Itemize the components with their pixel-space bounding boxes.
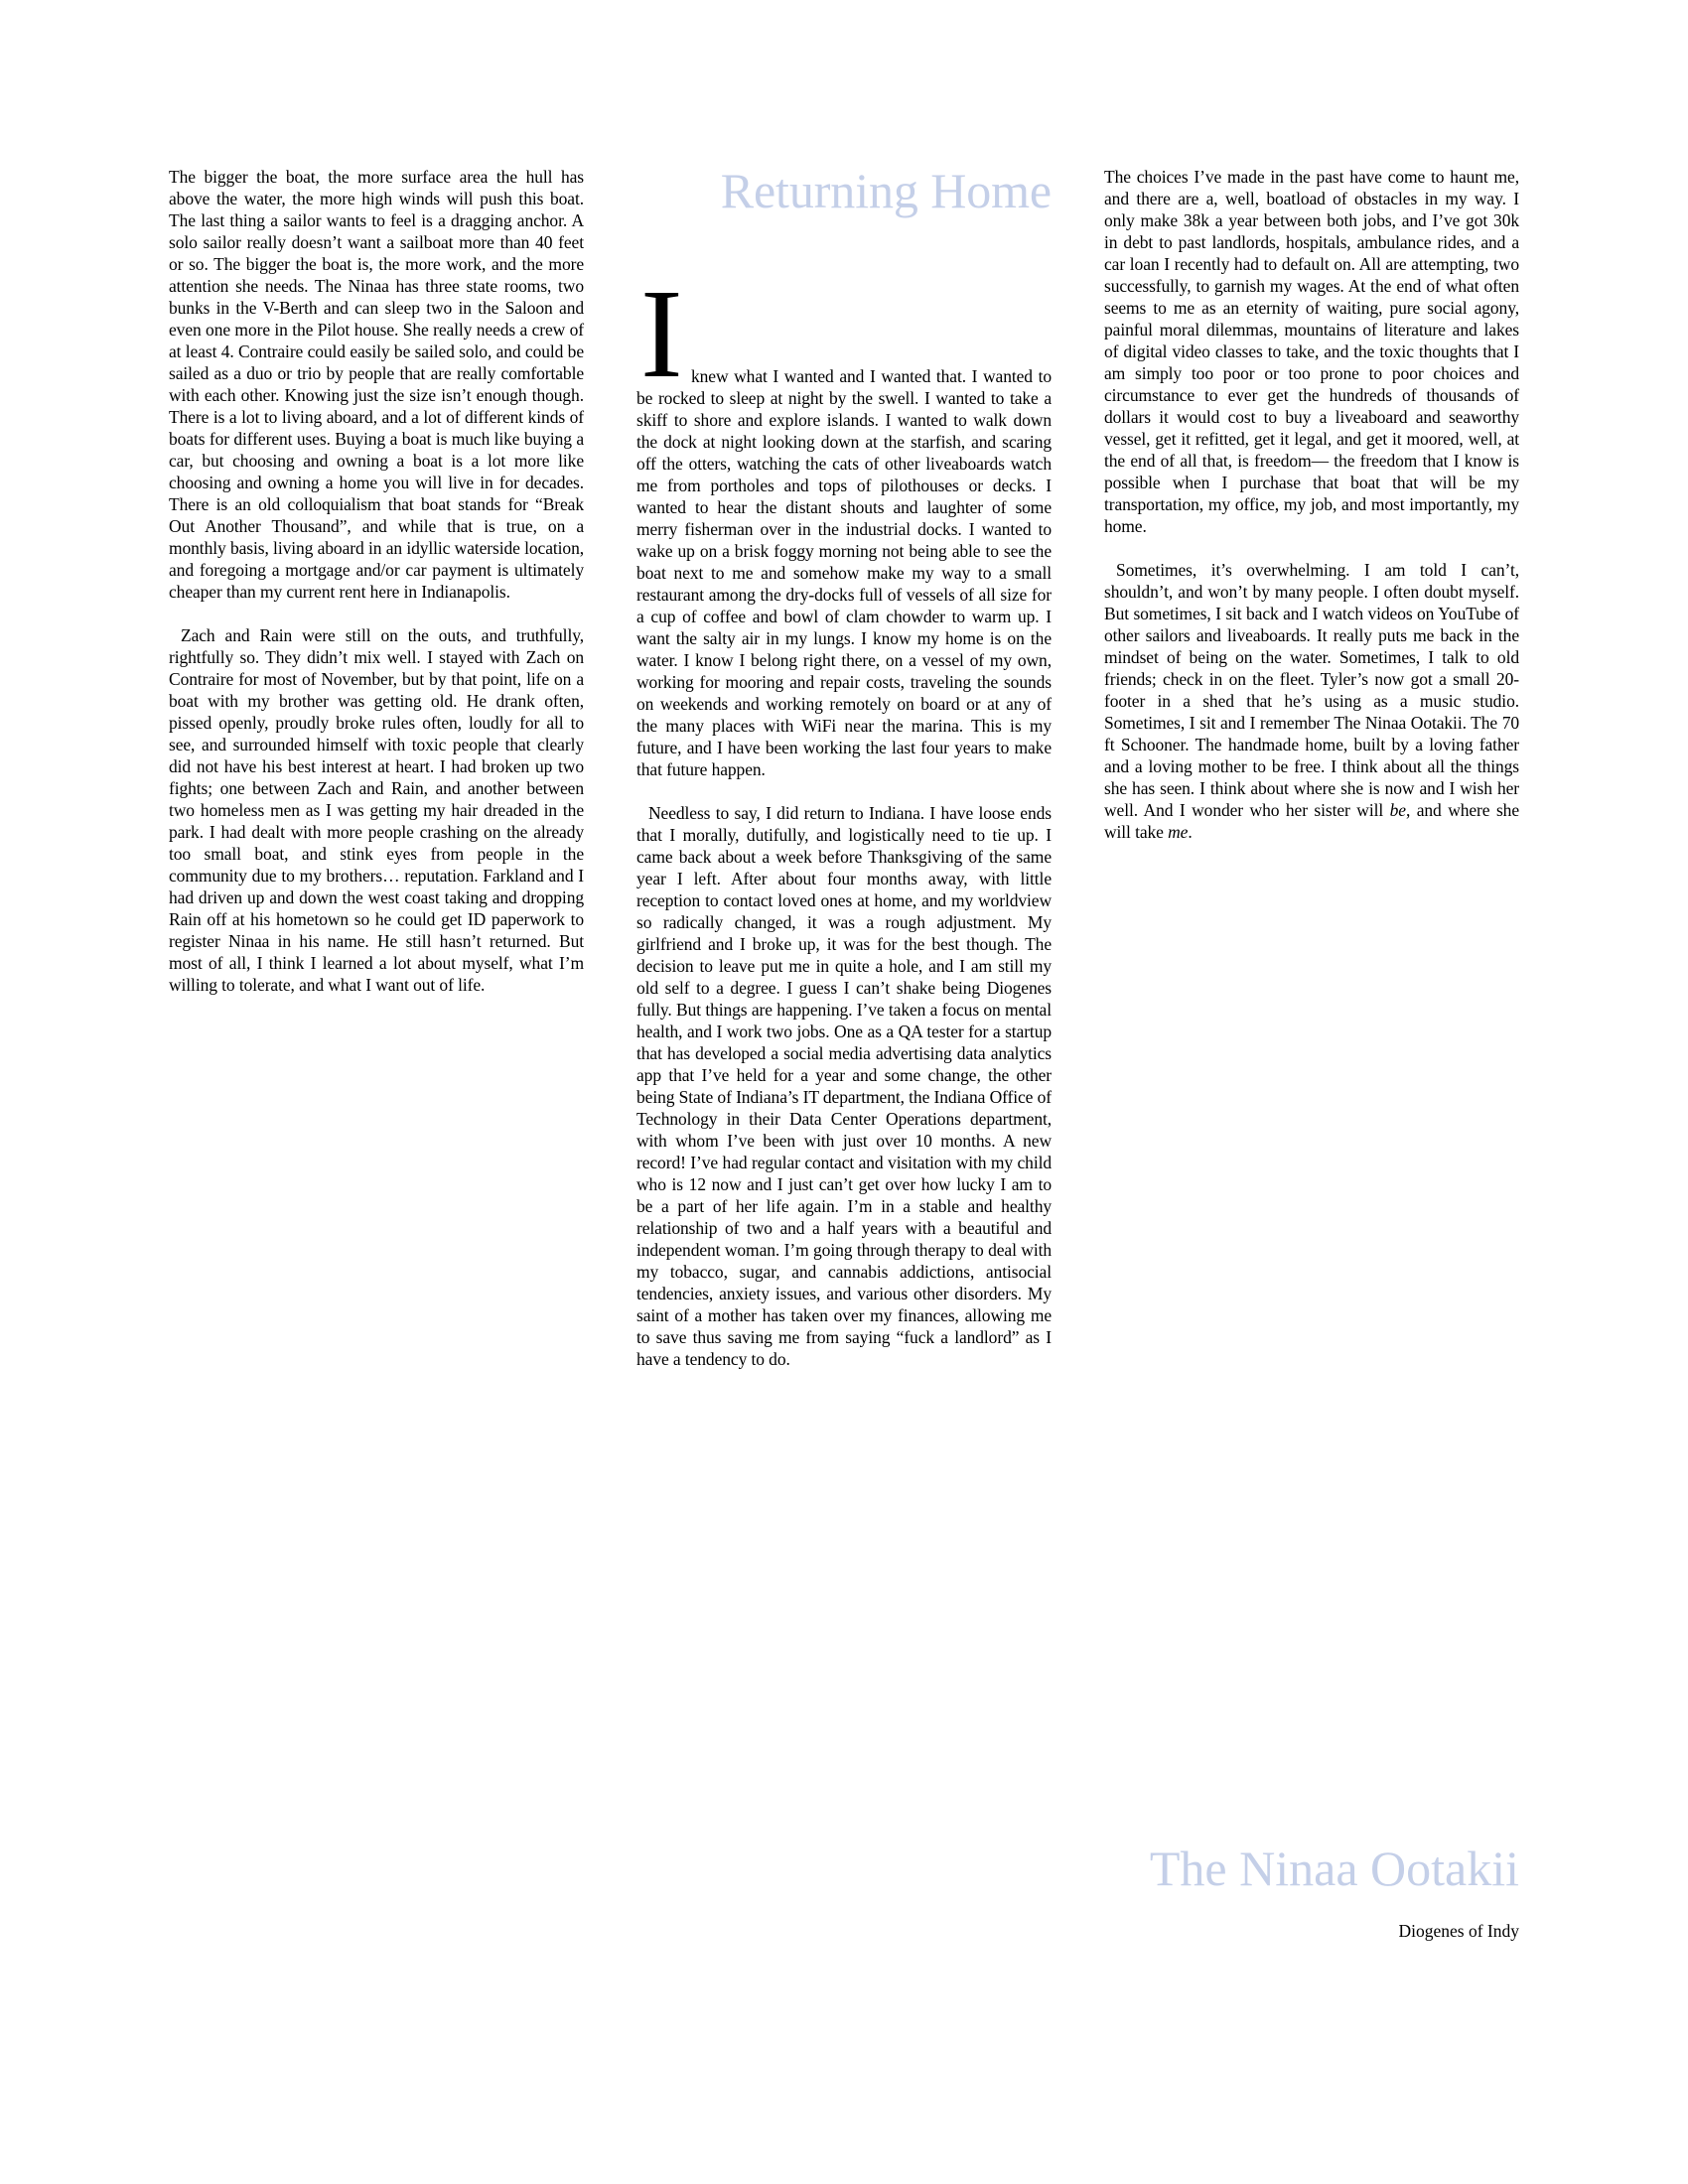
middle-paragraph-2: Needless to say, I did return to Indiana. I have loose ends that I morally, dutifully, and logistically need to tie up. I came back about a week before Thanksgiving of the same year I left. After about four months away, with little reception to contact loved ones at home, and my worldview so radically changed, it was a rough adjustment. My girlfriend and I broke up, it was for the best though. The decision to leave put me in quite a hole, and I am still my old self to a degree. I guess I can’t shake being Diogenes fully. But things are happening. I’ve taken a focus on mental health, and I work two jobs. One as a QA tester for a startup that has developed a social media advertising data analytics app that I’ve held for a year and some change, the other being State of Indiana’s IT department, the Indiana Office of Technology in their Data Center Operations department, with whom I’ve been with just over 10 months. A new record! I’ve had regular contact and visitation with my child who is 12 now and I just can’t get over how lucky I am to be a part of her life again. I’m in a stable and healthy relationship of two and a half years with a beautiful and independent woman. I’m going through therapy to deal with my tobacco, sugar, and cannabis addictions, antisocial tendencies, anxiety issues, and various other disorders. My saint of a mother has taken over my finances, allowing me to save thus saving me from saying “fuck a landlord” as I have a tendency to do.: [636, 803, 1052, 1369]
right-column: [1104, 166, 1519, 843]
italic-word-be: be: [1389, 800, 1406, 820]
right-paragraph-2-text: Sometimes, it’s overwhelming. I am told I can’t, shouldn’t, and won’t by many people. I often doubt myself. But sometimes, I sit back and I watch videos on YouTube of other sailors and liveaboards. It really puts me back in the mindset of being on the water. Sometimes, I talk to old friends; check in on the fleet. Tyler’s now got a small 20-footer in a shed that he’s using as a music studio. Sometimes, I sit and I remember The Ninaa Ootakii. The 70 ft Schooner. The handmade home, built by a loving father and a loving mother to be free. I think about all the things she has seen. I think about where she is now and I wish her well. And I wonder who her sister will: [1104, 560, 1519, 820]
left-column: [169, 166, 584, 996]
author-byline: Diogenes of Indy: [1398, 1921, 1519, 1941]
middle-paragraph-1: knew what I wanted and I wanted that. I wanted to be rocked to sleep at night by the swell. I wanted to take a skiff to shore and explore islands. I wanted to walk down the dock at night looking down at the starfish, and scaring off the otters, watching the cats of other liveaboards watch me from portholes and tops of pilothouses or decks. I wanted to hear the distant shouts and laughter of some merry fisherman over in the industrial docks. I wanted to wake up on a brisk foggy morning not being able to see the boat next to me and somehow make my way to a small restaurant among the dry-docks full of vessels of all size for a cup of coffee and bowl of clam chowder to warm up. I want the salty air in my lungs. I know my home is on the water. I know I belong right there, on a vessel of my own, working for mooring and repair costs, traveling the sounds on weekends and working remotely on board or at any of the many places with WiFi near the marina. This is my future, and I have been working the last four years to make that future happen.: [636, 366, 1052, 779]
middle-column: [636, 0, 1052, 1370]
page-title: Returning Home: [720, 163, 1052, 218]
left-paragraph-2: Zach and Rain were still on the outs, and truthfully, rightfully so. They didn’t mix well. I stayed with Zach on Contraire for most of November, but by that point, life on a boat with my brother was getting old. He drank often, pissed openly, proudly broke rules often, loudly for all to see, and surrounded himself with toxic people that clearly did not have his best interest at heart. I had broken up two fights; one between Zach and Rain, and another between two homeless men as I was getting my hair dreaded in the park. I had dealt with more people crashing on the already too small boat, and stink eyes from people in the community due to my brothers… reputation. Farkland and I had driven up and down the west coast taking and dropping Rain off at his hometown so he could get ID paperwork to register Ninaa in his name. He still hasn’t returned. But most of all, I think I learned a lot about myself, what I’m willing to tolerate, and what I want out of life.: [169, 625, 584, 995]
right-paragraph-1: The choices I’ve made in the past have come to haunt me, and there are a, well, boatload of obstacles in my way. I only make 38k a year between both jobs, and I’ve got 30k in debt to past landlords, hospitals, ambulance rides, and a car loan I recently had to default on. All are attempting, two successfully, to garnish my wages. At the end of what often seems to me as an eternity of waiting, pure social agony, painful moral dilemmas, mountains of literature and lakes of digital video classes to take, and the toxic thoughts that I am simply too poor or too prone to poor choices and circumstance to ever get the hundreds of thousands of dollars it would cost to buy a liveaboard and seaworthy vessel, get it refitted, get it legal, and get it moored, well, at the end of all that, is freedom— the freedom that I know is possible when I purchase that boat that will be my transportation, my office, my job, and most importantly, my home.: [1104, 167, 1519, 536]
drop-cap: I: [640, 263, 683, 404]
italic-word-me: me: [1168, 822, 1189, 842]
left-paragraph-1: The bigger the boat, the more surface area the hull has above the water, the more high winds will push this boat. The last thing a sailor wants to feel is a dragging anchor. A solo sailor really doesn’t want a sailboat more than 40 feet or so. The bigger the boat is, the more work, and the more attention she needs. The Ninaa has three state rooms, two bunks in the V-Berth and can sleep two in the Saloon and even one more in the Pilot house. She really needs a crew of at least 4. Contraire could easily be sailed solo, and could be sailed as a duo or trio by people that are really comfortable with each other. Knowing just the size isn’t enough though. There is a lot to living aboard, and a lot of different kinds of boats for different uses. Buying a boat is much like buying a car, but choosing and owning a boat is a lot more like choosing and owning a home you will live in for decades. There is an old colloquialism that boat stands for “Break Out Another Thousand”, and while that is true, on a monthly basis, living aboard in an idyllic waterside location, and foregoing a mortgage and/or car payment is ultimately cheaper than my current rent here in Indianapolis.: [169, 167, 584, 602]
right-paragraph-2: [1104, 559, 1519, 843]
right-paragraph-2-text: , and where she will take: [1104, 800, 1519, 842]
right-paragraph-2-text: .: [1188, 822, 1193, 842]
footer-title: The Ninaa Ootakii: [1149, 1841, 1519, 1896]
